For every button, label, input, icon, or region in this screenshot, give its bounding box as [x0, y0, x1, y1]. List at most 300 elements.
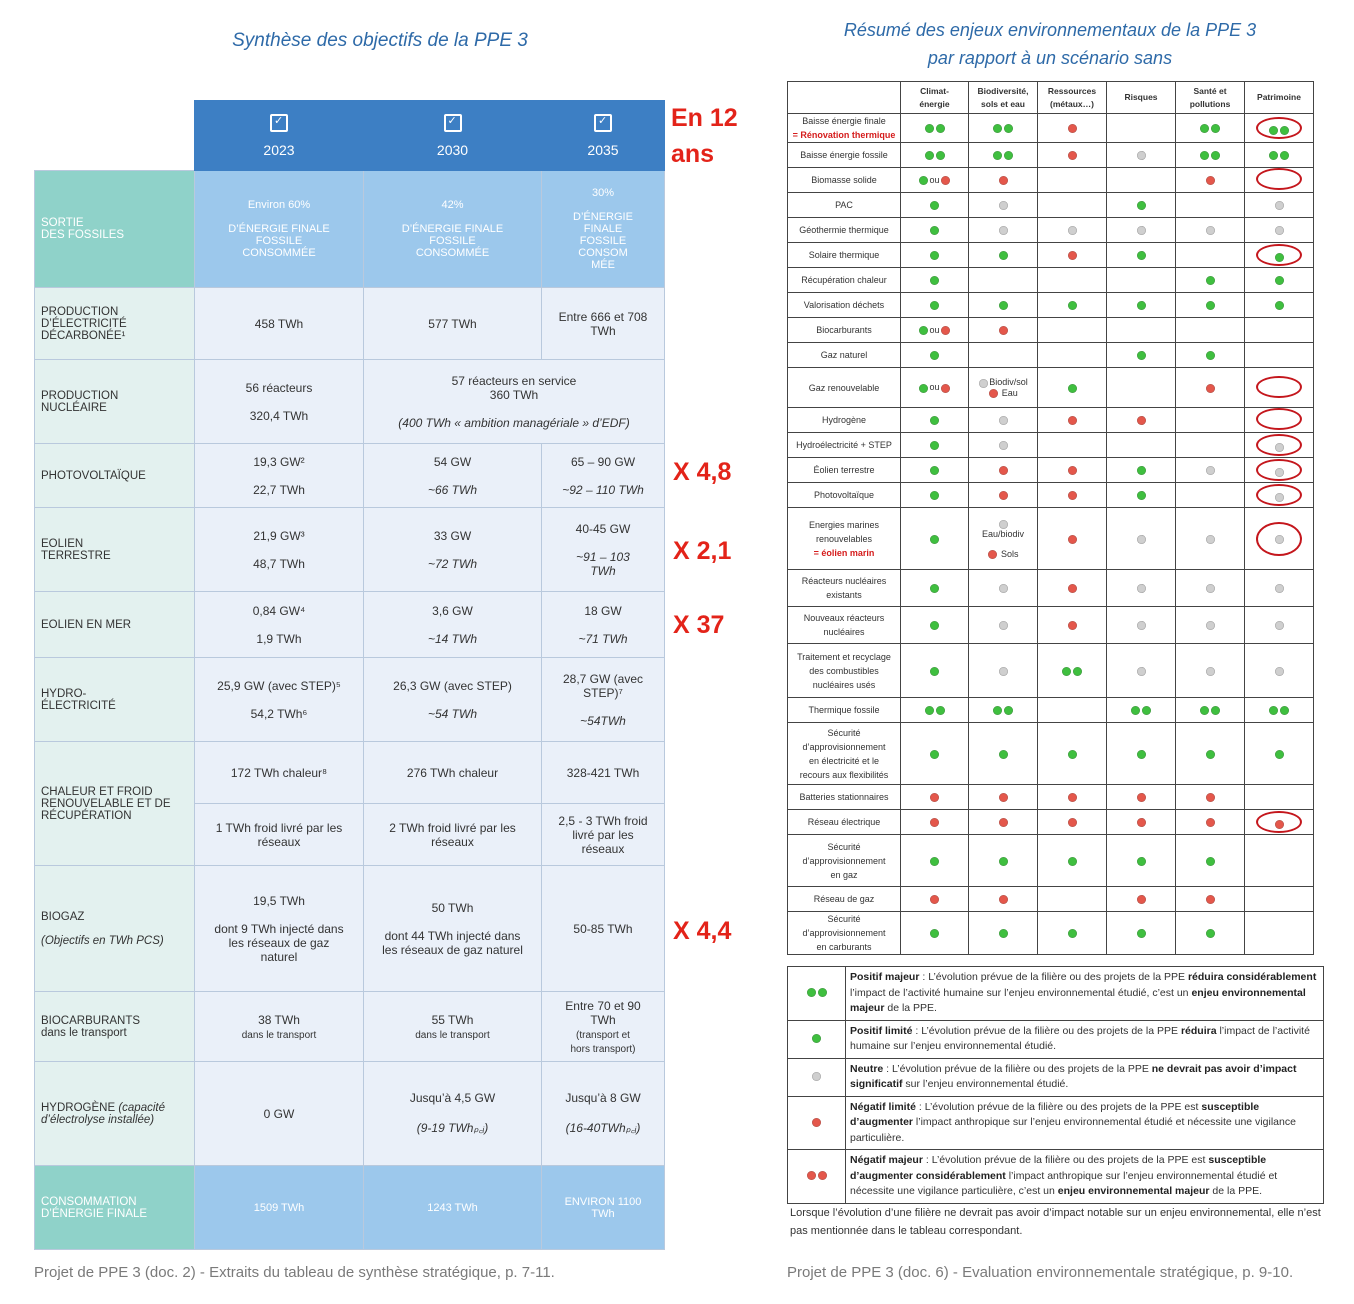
year-header-0: ✓ 2023	[195, 101, 364, 171]
impact-cell	[901, 343, 969, 368]
green-smiley-icon	[1206, 750, 1215, 759]
row-label: BIOCARBURANTS dans le transport	[35, 992, 195, 1062]
sector-label: Valorisation déchets	[788, 293, 901, 318]
impact-cell	[1107, 168, 1176, 193]
row-label: EOLIEN EN MER	[35, 592, 195, 658]
neutral-smiley-icon	[999, 584, 1008, 593]
impact-cell	[1038, 810, 1107, 835]
row-cell: 276 TWh chaleur	[364, 742, 542, 804]
sector-label: Photovoltaïque	[788, 483, 901, 508]
impact-cell	[1107, 268, 1176, 293]
row-label: HYDRO- ÉLECTRICITÉ	[35, 658, 195, 742]
neutral-smiley-icon	[1206, 226, 1215, 235]
green-smiley-icon	[919, 176, 928, 185]
neutral-smiley-icon	[1137, 621, 1146, 630]
impact-cell	[1245, 433, 1314, 458]
impact-cell	[1038, 644, 1107, 698]
red-smiley-icon	[1068, 416, 1077, 425]
row-cell: Entre 666 et 708 TWh	[542, 288, 665, 360]
impact-cell	[1245, 193, 1314, 218]
right-title-line1: Résumé des enjeux environnementaux de la PPE 3	[843, 20, 1257, 40]
red-smiley-icon	[989, 389, 998, 398]
red-circle-highlight	[1256, 408, 1302, 430]
impact-cell	[901, 458, 969, 483]
neutral-smiley-icon	[1206, 466, 1215, 475]
impact-cell	[901, 723, 969, 785]
impact-cell	[1176, 458, 1245, 483]
impact-cell	[901, 607, 969, 644]
sector-label: Réacteurs nucléaires existants	[788, 570, 901, 607]
green-smiley-icon	[1206, 301, 1215, 310]
row-cell: 50 TWh dont 44 TWh injecté dans les réseaux de gaz naturel	[364, 866, 542, 992]
legend-symbol	[788, 1020, 846, 1058]
impact-cell	[1038, 887, 1107, 912]
green-smiley-icon	[999, 251, 1008, 260]
green-smiley-icon	[930, 929, 939, 938]
green-smiley-icon	[930, 857, 939, 866]
row-cell: 458 TWh	[195, 288, 364, 360]
row-cell: Jusqu’à 8 GW (16-40TWhₚ꜀ᵢ)	[542, 1062, 665, 1166]
impact-cell	[1176, 368, 1245, 408]
row-cell: 26,3 GW (avec STEP) ~54 TWh	[364, 658, 542, 742]
impact-cell	[901, 483, 969, 508]
row-cell: 30% D’ÉNERGIE FINALE FOSSILE CONSOM MÉE	[542, 171, 665, 288]
neutral-smiley-icon	[1275, 226, 1284, 235]
row-label: PRODUCTION D’ÉLECTRICITÉ DÉCARBONÉE¹	[35, 288, 195, 360]
impact-cell	[1245, 723, 1314, 785]
green-smiley-icon	[1269, 151, 1278, 160]
impact-cell	[969, 343, 1038, 368]
red-smiley-icon	[988, 550, 997, 559]
issue-header: Climat- énergie	[901, 82, 969, 114]
impact-cell	[1038, 268, 1107, 293]
red-smiley-icon	[999, 326, 1008, 335]
impact-cell	[1038, 570, 1107, 607]
impact-cell	[1245, 570, 1314, 607]
green-smiley-icon	[993, 151, 1002, 160]
red-smiley-icon	[1206, 793, 1215, 802]
green-smiley-icon	[993, 124, 1002, 133]
green-smiley-icon	[1200, 151, 1209, 160]
issue-header: Risques	[1107, 82, 1176, 114]
row-cell: 0 GW	[195, 1062, 364, 1166]
neutral-smiley-icon	[999, 416, 1008, 425]
red-smiley-icon	[812, 1118, 821, 1127]
legend-text: Négatif majeur : L’évolution prévue de la filière ou des projets de la PPE est susceptible d’augmenter considérablement l’impact anthropique sur l’enjeu environnemental étudié et nécessite une vigilance particulière, c’est un enjeu environnemental majeur de la PPE.	[846, 1150, 1324, 1204]
impact-cell	[969, 698, 1038, 723]
impact-cell	[1176, 723, 1245, 785]
impact-cell	[969, 810, 1038, 835]
green-smiley-icon	[936, 124, 945, 133]
impact-cell	[1038, 408, 1107, 433]
red-smiley-icon	[1068, 535, 1077, 544]
impact-cell	[1038, 698, 1107, 723]
green-smiley-icon	[1280, 706, 1289, 715]
impact-cell	[969, 293, 1038, 318]
impact-cell	[901, 433, 969, 458]
red-smiley-icon	[999, 895, 1008, 904]
impact-cell: ou	[901, 368, 969, 408]
row-cell: 172 TWh chaleur⁸	[195, 742, 364, 804]
row-cell: 50-85 TWh	[542, 866, 665, 992]
impact-cell	[1176, 268, 1245, 293]
red-smiley-icon	[1206, 818, 1215, 827]
environment-table	[787, 81, 1314, 955]
green-smiley-icon	[1211, 706, 1220, 715]
sector-label: Sécurité d’approvisionnement en électricité et le recours aux flexibilités	[788, 723, 901, 785]
red-smiley-icon	[1206, 895, 1215, 904]
impact-cell	[1107, 508, 1176, 570]
row-cell: 54 GW ~66 TWh	[364, 444, 542, 508]
impact-cell	[1245, 458, 1314, 483]
red-smiley-icon	[1137, 416, 1146, 425]
impact-cell	[969, 483, 1038, 508]
row-label: HYDROGÈNE (capacité d’électrolyse installée)	[35, 1062, 195, 1166]
neutral-smiley-icon	[1275, 201, 1284, 210]
red-smiley-icon	[1068, 466, 1077, 475]
row-cell-merged: 57 réacteurs en service 360 TWh (400 TWh « ambition managériale » d’EDF)	[364, 360, 665, 444]
impact-cell	[1038, 243, 1107, 268]
green-smiley-icon	[1137, 929, 1146, 938]
green-smiley-icon	[1004, 151, 1013, 160]
legend-symbol	[788, 1058, 846, 1096]
impact-cell	[1176, 293, 1245, 318]
left-caption: Projet de PPE 3 (doc. 2) - Extraits du tableau de synthèse stratégique, p. 7-11.	[34, 1264, 555, 1281]
impact-cell	[1176, 835, 1245, 887]
green-smiley-icon	[1206, 857, 1215, 866]
red-smiley-icon	[1068, 491, 1077, 500]
red-smiley-icon	[1068, 818, 1077, 827]
neutral-smiley-icon	[1206, 621, 1215, 630]
green-smiley-icon	[1280, 151, 1289, 160]
right-title	[790, 16, 1310, 72]
row-cell: 55 TWh dans le transport	[364, 992, 542, 1062]
red-circle-highlight	[1256, 522, 1302, 556]
impact-cell	[1107, 835, 1176, 887]
red-smiley-icon	[1137, 818, 1146, 827]
impact-cell	[1176, 193, 1245, 218]
green-smiley-icon	[1137, 301, 1146, 310]
green-smiley-icon	[930, 491, 939, 500]
row-label: CONSOMMATION D’ÉNERGIE FINALE	[35, 1166, 195, 1250]
impact-cell	[1038, 723, 1107, 785]
row-label: EOLIEN TERRESTRE	[35, 508, 195, 592]
note-pv: X 4,8	[673, 458, 732, 486]
row-cell: 56 réacteurs 320,4 TWh	[195, 360, 364, 444]
row-label: SORTIE DES FOSSILES	[35, 171, 195, 288]
row-cell: 21,9 GW³ 48,7 TWh	[195, 508, 364, 592]
neutral-smiley-icon	[1275, 621, 1284, 630]
legend-symbol	[788, 967, 846, 1021]
row-cell: 19,5 TWh dont 9 TWh injecté dans les réseaux de gaz naturel	[195, 866, 364, 992]
green-smiley-icon	[1206, 276, 1215, 285]
green-smiley-icon	[999, 929, 1008, 938]
impact-cell	[1245, 218, 1314, 243]
neutral-smiley-icon	[1137, 667, 1146, 676]
neutral-smiley-icon	[1206, 584, 1215, 593]
row-cell: 19,3 GW² 22,7 TWh	[195, 444, 364, 508]
green-smiley-icon	[1137, 466, 1146, 475]
green-smiley-icon	[1068, 301, 1077, 310]
impact-cell	[1038, 785, 1107, 810]
impact-cell	[969, 912, 1038, 955]
impact-cell	[1245, 508, 1314, 570]
impact-cell	[1107, 723, 1176, 785]
green-smiley-icon	[1200, 124, 1209, 133]
green-smiley-icon	[999, 301, 1008, 310]
impact-cell	[1176, 408, 1245, 433]
red-circle-highlight	[1256, 117, 1302, 139]
impact-cell	[901, 912, 969, 955]
impact-cell	[901, 835, 969, 887]
year-header-1: ✓ 2030	[364, 101, 542, 171]
impact-cell	[1107, 318, 1176, 343]
neutral-smiley-icon	[1137, 226, 1146, 235]
note-eolien-terrestre: X 2,1	[673, 537, 732, 565]
sector-label: Sécurité d’approvisionnement en gaz	[788, 835, 901, 887]
impact-cell	[1107, 785, 1176, 810]
green-smiley-icon	[807, 988, 816, 997]
note-biogaz: X 4,4	[673, 917, 732, 945]
red-smiley-icon	[1068, 793, 1077, 802]
neutral-smiley-icon	[999, 667, 1008, 676]
impact-cell	[1038, 835, 1107, 887]
neutral-smiley-icon	[999, 520, 1008, 529]
green-smiley-icon	[1206, 929, 1215, 938]
row-cell: 0,84 GW⁴ 1,9 TWh	[195, 592, 364, 658]
sector-label: Hydrogène	[788, 408, 901, 433]
impact-cell	[901, 810, 969, 835]
red-smiley-icon	[807, 1171, 816, 1180]
impact-cell	[969, 607, 1038, 644]
impact-cell	[901, 408, 969, 433]
impact-cell	[1176, 810, 1245, 835]
impact-cell	[1107, 483, 1176, 508]
impact-cell	[1107, 343, 1176, 368]
green-smiley-icon	[936, 151, 945, 160]
impact-cell	[1245, 483, 1314, 508]
impact-cell	[1176, 644, 1245, 698]
green-smiley-icon	[1062, 667, 1071, 676]
impact-cell	[1038, 114, 1107, 143]
sector-label: Traitement et recyclage des combustibles nucléaires usés	[788, 644, 901, 698]
impact-cell	[1038, 343, 1107, 368]
red-smiley-icon	[1068, 124, 1077, 133]
row-cell: 38 TWh dans le transport	[195, 992, 364, 1062]
impact-cell	[969, 887, 1038, 912]
green-smiley-icon	[930, 276, 939, 285]
impact-cell	[969, 243, 1038, 268]
green-smiley-icon	[930, 226, 939, 235]
neutral-smiley-icon	[1275, 468, 1284, 477]
impact-cell	[1176, 168, 1245, 193]
impact-cell	[1176, 243, 1245, 268]
header-empty	[35, 101, 195, 171]
impact-cell	[1038, 193, 1107, 218]
impact-cell	[1245, 644, 1314, 698]
neutral-smiley-icon	[1137, 535, 1146, 544]
impact-cell	[1038, 143, 1107, 168]
impact-cell: ou	[901, 168, 969, 193]
sector-label: Géothermie thermique	[788, 218, 901, 243]
footnote: Lorsque l’évolution d’une filière ne devrait pas avoir d’impact notable sur un enjeu environnemental, elle n’est pas mentionnée dans le tableau correspondant.	[790, 1207, 1321, 1237]
red-smiley-icon	[999, 491, 1008, 500]
impact-cell: ou	[901, 318, 969, 343]
red-smiley-icon	[1068, 584, 1077, 593]
impact-cell	[1245, 243, 1314, 268]
sector-label: Réseau de gaz	[788, 887, 901, 912]
neutral-smiley-icon	[1275, 493, 1284, 502]
impact-cell	[1107, 698, 1176, 723]
legend-text: Négatif limité : L’évolution prévue de la filière ou des projets de la PPE est susceptible d’augmenter l’impact anthropique sur l’enjeu environnemental étudié et nécessite une vigilance particulière.	[846, 1096, 1324, 1150]
impact-cell	[1245, 114, 1314, 143]
red-smiley-icon	[1068, 621, 1077, 630]
row-cell: 40-45 GW ~91 – 103 TWh	[542, 508, 665, 592]
green-smiley-icon	[1142, 706, 1151, 715]
impact-cell	[1176, 433, 1245, 458]
impact-cell	[1107, 433, 1176, 458]
green-smiley-icon	[1068, 750, 1077, 759]
red-smiley-icon	[1068, 251, 1077, 260]
row-cell: 2 TWh froid livré par les réseaux	[364, 804, 542, 866]
issue-header: Santé et pollutions	[1176, 82, 1245, 114]
impact-cell	[969, 458, 1038, 483]
green-smiley-icon	[930, 466, 939, 475]
impact-cell	[1107, 114, 1176, 143]
note-12-ans: En 12 ans	[671, 104, 738, 168]
sector-label: Éolien terrestre	[788, 458, 901, 483]
green-smiley-icon	[1137, 351, 1146, 360]
sector-label: Solaire thermique	[788, 243, 901, 268]
sector-label: Gaz renouvelable	[788, 368, 901, 408]
impact-cell	[1107, 810, 1176, 835]
impact-cell	[969, 835, 1038, 887]
impact-cell	[1107, 143, 1176, 168]
green-smiley-icon	[999, 857, 1008, 866]
impact-cell	[1038, 508, 1107, 570]
sector-label: Sécurité d’approvisionnement en carburants	[788, 912, 901, 955]
impact-cell	[1038, 318, 1107, 343]
row-label: PHOTOVOLTAÏQUE	[35, 444, 195, 508]
red-circle-highlight	[1256, 811, 1302, 833]
red-smiley-icon	[818, 1171, 827, 1180]
impact-cell	[969, 193, 1038, 218]
impact-cell	[1176, 698, 1245, 723]
row-cell: 25,9 GW (avec STEP)⁵ 54,2 TWh⁶	[195, 658, 364, 742]
impact-cell	[1245, 168, 1314, 193]
impact-cell	[1107, 243, 1176, 268]
impact-cell	[1176, 143, 1245, 168]
impact-cell	[901, 268, 969, 293]
red-smiley-icon	[999, 793, 1008, 802]
impact-cell	[901, 114, 969, 143]
green-smiley-icon	[1131, 706, 1140, 715]
neutral-smiley-icon	[1137, 151, 1146, 160]
impact-cell	[1038, 293, 1107, 318]
impact-cell	[969, 143, 1038, 168]
legend-table	[787, 966, 1324, 1204]
impact-cell	[1245, 408, 1314, 433]
green-smiley-icon	[1211, 124, 1220, 133]
neutral-smiley-icon	[1068, 226, 1077, 235]
impact-cell	[1245, 143, 1314, 168]
red-smiley-icon	[999, 466, 1008, 475]
green-smiley-icon	[1137, 251, 1146, 260]
impact-cell	[901, 193, 969, 218]
green-smiley-icon	[1068, 857, 1077, 866]
green-smiley-icon	[1004, 706, 1013, 715]
green-smiley-icon	[818, 988, 827, 997]
green-smiley-icon	[930, 351, 939, 360]
red-smiley-icon	[1275, 820, 1284, 829]
red-smiley-icon	[1137, 793, 1146, 802]
row-cell: 18 GW ~71 TWh	[542, 592, 665, 658]
impact-cell	[969, 268, 1038, 293]
row-cell: 1243 TWh	[364, 1166, 542, 1250]
impact-cell	[1245, 887, 1314, 912]
issue-header: Ressources (métaux…)	[1038, 82, 1107, 114]
impact-cell	[901, 570, 969, 607]
impact-cell	[1038, 218, 1107, 243]
impact-cell	[1038, 433, 1107, 458]
impact-cell	[1107, 912, 1176, 955]
sector-label: Récupération chaleur	[788, 268, 901, 293]
impact-cell	[901, 698, 969, 723]
red-circle-highlight	[1256, 434, 1302, 456]
legend-symbol	[788, 1150, 846, 1204]
neutral-smiley-icon	[1275, 535, 1284, 544]
neutral-smiley-icon	[999, 621, 1008, 630]
impact-cell	[1107, 368, 1176, 408]
green-smiley-icon	[919, 384, 928, 393]
row-label: BIOGAZ (Objectifs en TWh PCS)	[35, 866, 195, 992]
green-smiley-icon	[1269, 706, 1278, 715]
issue-header: Patrimoine	[1245, 82, 1314, 114]
impact-cell	[1107, 408, 1176, 433]
impact-cell	[901, 887, 969, 912]
green-smiley-icon	[925, 151, 934, 160]
green-smiley-icon	[1200, 706, 1209, 715]
green-smiley-icon	[993, 706, 1002, 715]
note-eolien-mer: X 37	[673, 611, 725, 639]
neutral-smiley-icon	[812, 1072, 821, 1081]
green-smiley-icon	[930, 301, 939, 310]
green-smiley-icon	[999, 750, 1008, 759]
header-empty	[788, 82, 901, 114]
impact-cell	[969, 570, 1038, 607]
impact-cell	[1107, 607, 1176, 644]
row-cell: ENVIRON 1100 TWh	[542, 1166, 665, 1250]
impact-cell	[1107, 293, 1176, 318]
row-cell: 328-421 TWh	[542, 742, 665, 804]
sector-label: Biomasse solide	[788, 168, 901, 193]
green-smiley-icon	[930, 667, 939, 676]
impact-cell	[901, 293, 969, 318]
green-smiley-icon	[930, 441, 939, 450]
impact-cell	[1176, 887, 1245, 912]
green-smiley-icon	[925, 124, 934, 133]
impact-cell	[1176, 483, 1245, 508]
impact-cell	[1245, 343, 1314, 368]
green-smiley-icon	[1073, 667, 1082, 676]
impact-cell	[1176, 785, 1245, 810]
green-smiley-icon	[1068, 384, 1077, 393]
impact-cell	[901, 508, 969, 570]
green-smiley-icon	[1137, 201, 1146, 210]
sector-label: Baisse énergie finale = Rénovation thermique	[788, 114, 901, 143]
row-label: PRODUCTION NUCLÉAIRE	[35, 360, 195, 444]
issue-header: Biodiversité, sols et eau	[969, 82, 1038, 114]
